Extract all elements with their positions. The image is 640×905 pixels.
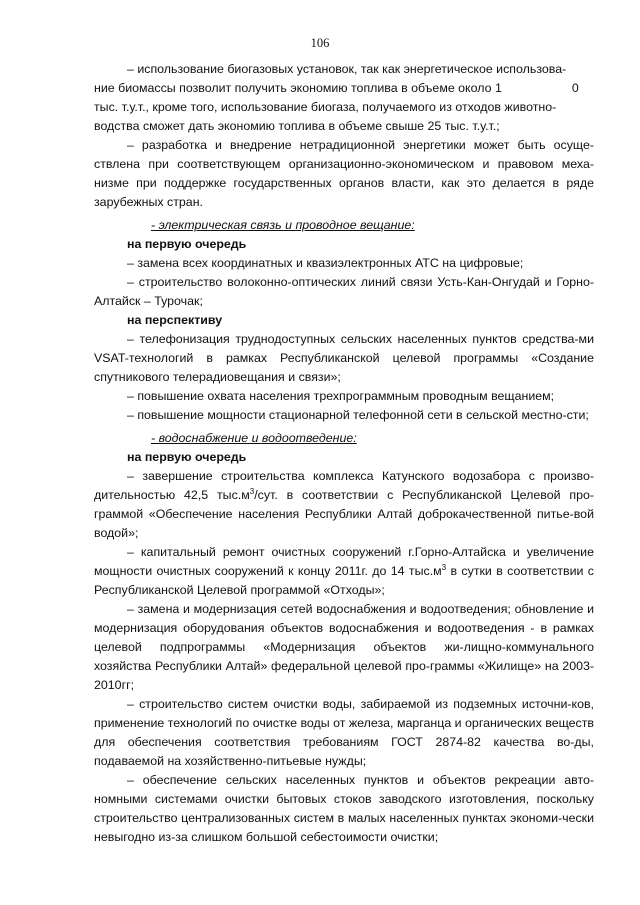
paragraph-treatment-repair bbox=[94, 543, 594, 600]
paragraph-biogas-line-4: водства сможет дать экономию топлива в объеме свыше 25 тыс. т.у.т.; bbox=[94, 119, 500, 133]
treatment-repair-text-b: в сутки в соответствии с Республиканской Целевой программой «Отходы»; bbox=[94, 564, 594, 597]
page-number: 106 bbox=[310, 36, 330, 50]
paragraph-network-modernization: – замена и модернизация сетей водоснабжения и водоотведения; обновление и модернизация оборудования объектов водоснабжения и водоотведения - в рамках целевой подпрограммы «Модернизация объектов жи-лищно-коммунального хозяйства Республики Алтай» федеральной целевой про-граммы «Жилище» на 2003-2010гг; bbox=[94, 602, 594, 692]
treatment-repair-superscript: 3 bbox=[441, 562, 447, 572]
subheading-first-turn-2: на первую очередь bbox=[127, 450, 247, 464]
paragraph-katun-intake bbox=[94, 467, 594, 543]
paragraph-vsat: – телефонизация труднодоступных сельских населенных пунктов средства-ми VSAT-технологий в рамках Республиканской целевой программы «Создание спутникового телерадиовещания и связи»; bbox=[94, 332, 594, 384]
paragraph-telephone-capacity: – повышение мощности стационарной телефонной сети в сельской местно-сти; bbox=[127, 408, 589, 422]
subheading-first-turn-1: на первую очередь bbox=[127, 237, 247, 251]
paragraph-biogas-line-3: тыс. т.у.т., кроме того, использование биогаза, получаемого из отходов животно- bbox=[94, 100, 557, 114]
paragraph-broadcast-coverage: – повышение охвата населения трехпрограммным проводным вещанием; bbox=[127, 389, 555, 403]
paragraph-ats-replacement: – замена всех координатных и квазиэлектронных АТС на цифровые; bbox=[127, 256, 524, 270]
paragraph-biogas-line-2 bbox=[94, 79, 594, 98]
section-heading-water: - водоснабжение и водоотведение: bbox=[151, 431, 357, 445]
paragraph-biogas bbox=[94, 60, 594, 136]
paragraph-biogas-line-2b: 0 bbox=[571, 81, 579, 95]
treatment-repair-text-a: – капитальный ремонт очистных сооружений г.Горно-Алтайска и увеличение мощности очистных сооружений к концу 2011г. до 14 тыс.м bbox=[94, 545, 594, 578]
katun-intake-text-b: /сут. в соответствии с Республиканской Целевой про-граммой «Обеспечение населения Республики Алтай доброкачественной питье-вой водой»; bbox=[94, 488, 594, 540]
paragraph-nonconventional-energy: – разработка и внедрение нетрадиционной энергетики может быть осуще-ствлена при соответствующем организационно-экономическом и правовом меха-низме при поддержке государственных органов власти, как это делается в ряде зарубежных стран. bbox=[94, 138, 594, 209]
katun-intake-text-a: – завершение строительства комплекса Катунского водозабора с произво-дительностью 42,5 тыс.м bbox=[94, 469, 594, 502]
paragraph-biogas-line-1: – использование биогазовых установок, так как энергетическое использова- bbox=[127, 62, 567, 76]
paragraph-fiber-lines: – строительство волоконно-оптических линий связи Усть-Кан-Онгудай и Горно-Алтайск – Турочак; bbox=[94, 275, 594, 308]
katun-intake-superscript: 3 bbox=[249, 486, 255, 496]
section-heading-communications: - электрическая связь и проводное вещание: bbox=[151, 218, 415, 232]
document-body bbox=[94, 60, 594, 847]
paragraph-water-purification: – строительство систем очистки воды, забираемой из подземных источни-ков, применение технологий по очистке воды от железа, марганца и органических веществ для обеспечения соответствия требованиям ГОСТ 2874-82 качества во-ды, подаваемой на хозяйственно-питьевые нужды; bbox=[94, 697, 594, 768]
subheading-perspective: на перспективу bbox=[127, 313, 223, 327]
paragraph-biogas-line-2a: ние биомассы позволит получить экономию топлива в объеме около 1 bbox=[94, 81, 502, 95]
paragraph-autonomous-systems: – обеспечение сельских населенных пунктов и объектов рекреации авто-номными системами очистки бытовых стоков заводского изготовления, поскольку строительство централизованных систем в малых населенных пунктах экономи-чески невыгодно из-за слишком большой себестоимости очистки; bbox=[94, 773, 594, 844]
